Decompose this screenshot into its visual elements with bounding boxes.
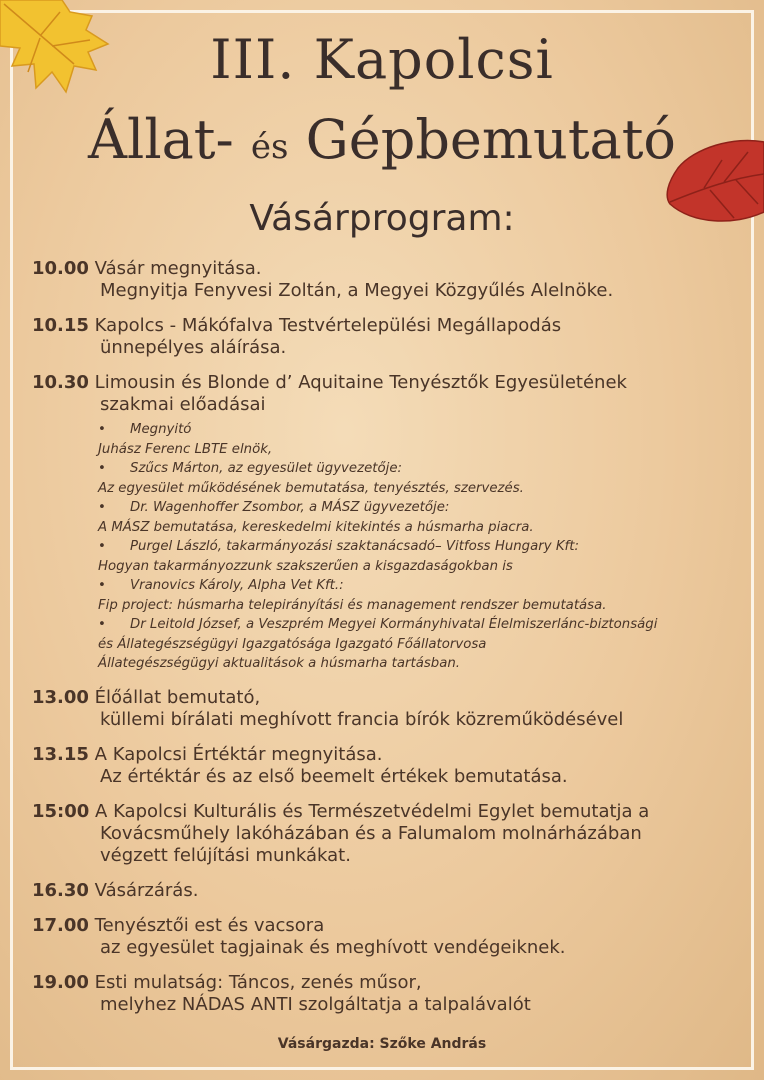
- program-item-first-line: [32, 972, 742, 994]
- title-word-es: és: [250, 127, 289, 167]
- title-line-2: [0, 108, 764, 171]
- bullet-icon: •: [98, 578, 106, 593]
- title-word-allat: Állat-: [88, 108, 234, 171]
- presentation-text: Fip project: húsmarha telepirányítási és management rendszer bemutatása.: [98, 597, 607, 613]
- presentation-line: [98, 440, 742, 460]
- program-heading: Vásárprogram:: [249, 198, 515, 239]
- program-time: 13.15: [32, 743, 89, 765]
- program-text-continuation: szakmai előadásai: [100, 394, 266, 415]
- bullet-icon: •: [98, 422, 106, 437]
- presentation-text: Szűcs Márton, az egyesület ügyvezetője:: [130, 461, 402, 476]
- bullet-icon: •: [98, 461, 106, 476]
- program-text-continuation: Az értéktár és az első beemelt értékek bemutatása.: [100, 765, 568, 787]
- program-item-first-line: [32, 880, 742, 902]
- presentation-text: Juhász Ferenc LBTE elnök,: [98, 441, 273, 457]
- program-text-continuation: az egyesület tagjainak és meghívott vendégeiknek.: [100, 936, 566, 958]
- program-text-continuation: Kovácsműhely lakóházában és a Falumalom molnárházában: [100, 822, 642, 844]
- presentation-line: [98, 576, 742, 596]
- program-item-first-line: [32, 372, 742, 394]
- program-text-continuation: Megnyitja Fenyvesi Zoltán, a Megyei Közgyűlés Alelnöke.: [100, 280, 614, 301]
- program-item: [32, 258, 742, 302]
- program-text-continuation: ünnepélyes aláírása.: [100, 337, 287, 358]
- program-text: Vásárzárás.: [94, 879, 199, 901]
- program-item: [32, 972, 742, 1016]
- presentation-text: és Állategészségügyi Igazgatósága Igazgató Főállatorvosa: [98, 636, 487, 652]
- program-time: 10.30: [32, 372, 89, 393]
- program-list: [32, 258, 742, 1029]
- presentation-line: [98, 615, 742, 635]
- program-item: [32, 687, 742, 731]
- presentation-line: [98, 518, 742, 538]
- presentation-line: [98, 596, 742, 616]
- presentation-line: [98, 654, 742, 674]
- presentation-line: [98, 459, 742, 479]
- presentation-text: Állategészségügyi aktualitások a húsmarha tartásban.: [98, 656, 461, 671]
- presentation-text: Dr. Wagenhoffer Zsombor, a MÁSZ ügyvezetője:: [130, 500, 450, 515]
- presentation-text: A MÁSZ bemutatása, kereskedelmi kitekintés a húsmarha piacra.: [98, 519, 534, 535]
- program-text: Limousin és Blonde d’ Aquitaine Tenyésztők Egyesületének: [94, 372, 627, 393]
- program-time: 13.00: [32, 686, 89, 708]
- program-item: [32, 915, 742, 959]
- program-time: 19.00: [32, 971, 89, 993]
- presentation-text: Purgel László, takarmányozási szaktanácsadó– Vitfoss Hungary Kft:: [130, 539, 579, 554]
- program-text: Vásár megnyitása.: [94, 258, 262, 279]
- program-text-continuation: végzett felújítási munkákat.: [100, 844, 351, 866]
- program-item-first-line: [32, 687, 742, 709]
- program-text: Kapolcs - Mákófalva Testvértelepülési Megállapodás: [94, 315, 562, 336]
- program-item: [32, 801, 742, 867]
- bullet-icon: •: [98, 500, 106, 515]
- presentation-text: Dr Leitold József, a Veszprém Megyei Kormányhivatal Élelmiszerlánc-biztonsági: [130, 617, 658, 632]
- program-item: [32, 372, 742, 674]
- bullet-icon: •: [98, 617, 106, 632]
- title-line-1: III. Kapolcsi: [210, 28, 554, 91]
- program-item-first-line: [32, 258, 742, 280]
- program-text: A Kapolcsi Kulturális és Természetvédelmi Egylet bemutatja a: [95, 800, 650, 822]
- program-text: A Kapolcsi Értéktár megnyitása.: [94, 743, 383, 765]
- presentation-line: [98, 635, 742, 655]
- host-line: Vásárgazda: Szőke András: [277, 1036, 487, 1052]
- program-text: Tenyésztői est és vacsora: [94, 914, 325, 936]
- program-item: [32, 880, 742, 902]
- program-item: [32, 744, 742, 788]
- presentation-list: [32, 420, 742, 674]
- presentation-line: [98, 498, 742, 518]
- program-text-continuation: melyhez NÁDAS ANTI szolgáltatja a talpalávalót: [100, 993, 531, 1015]
- program-time: 16.30: [32, 879, 89, 901]
- program-time: 17.00: [32, 914, 89, 936]
- program-text: Élőállat bemutató,: [94, 686, 261, 708]
- title-word-gepbemutato: Gépbemutató: [305, 108, 676, 171]
- program-text-continuation: küllemi bírálati meghívott francia bírók közreműködésével: [100, 708, 624, 730]
- presentation-line: [98, 420, 742, 440]
- presentation-text: Az egyesület működésének bemutatása, tenyésztés, szervezés.: [98, 480, 524, 496]
- presentation-line: [98, 537, 742, 557]
- program-item-first-line: [32, 801, 742, 823]
- presentation-line: [98, 557, 742, 577]
- presentation-line: [98, 479, 742, 499]
- program-text: Esti mulatság: Táncos, zenés műsor,: [94, 971, 422, 993]
- program-time: 10.15: [32, 315, 89, 336]
- presentation-text: Megnyitó: [130, 422, 192, 437]
- bullet-icon: •: [98, 539, 106, 554]
- program-item-first-line: [32, 744, 742, 766]
- program-item-first-line: [32, 915, 742, 937]
- program-time: 10.00: [32, 258, 89, 279]
- program-time: 15:00: [32, 800, 90, 822]
- presentation-text: Vranovics Károly, Alpha Vet Kft.:: [130, 578, 344, 593]
- program-item-first-line: [32, 315, 742, 337]
- program-item: [32, 315, 742, 359]
- presentation-text: Hogyan takarmányozzunk szakszerűen a kisgazdaságokban is: [98, 558, 513, 574]
